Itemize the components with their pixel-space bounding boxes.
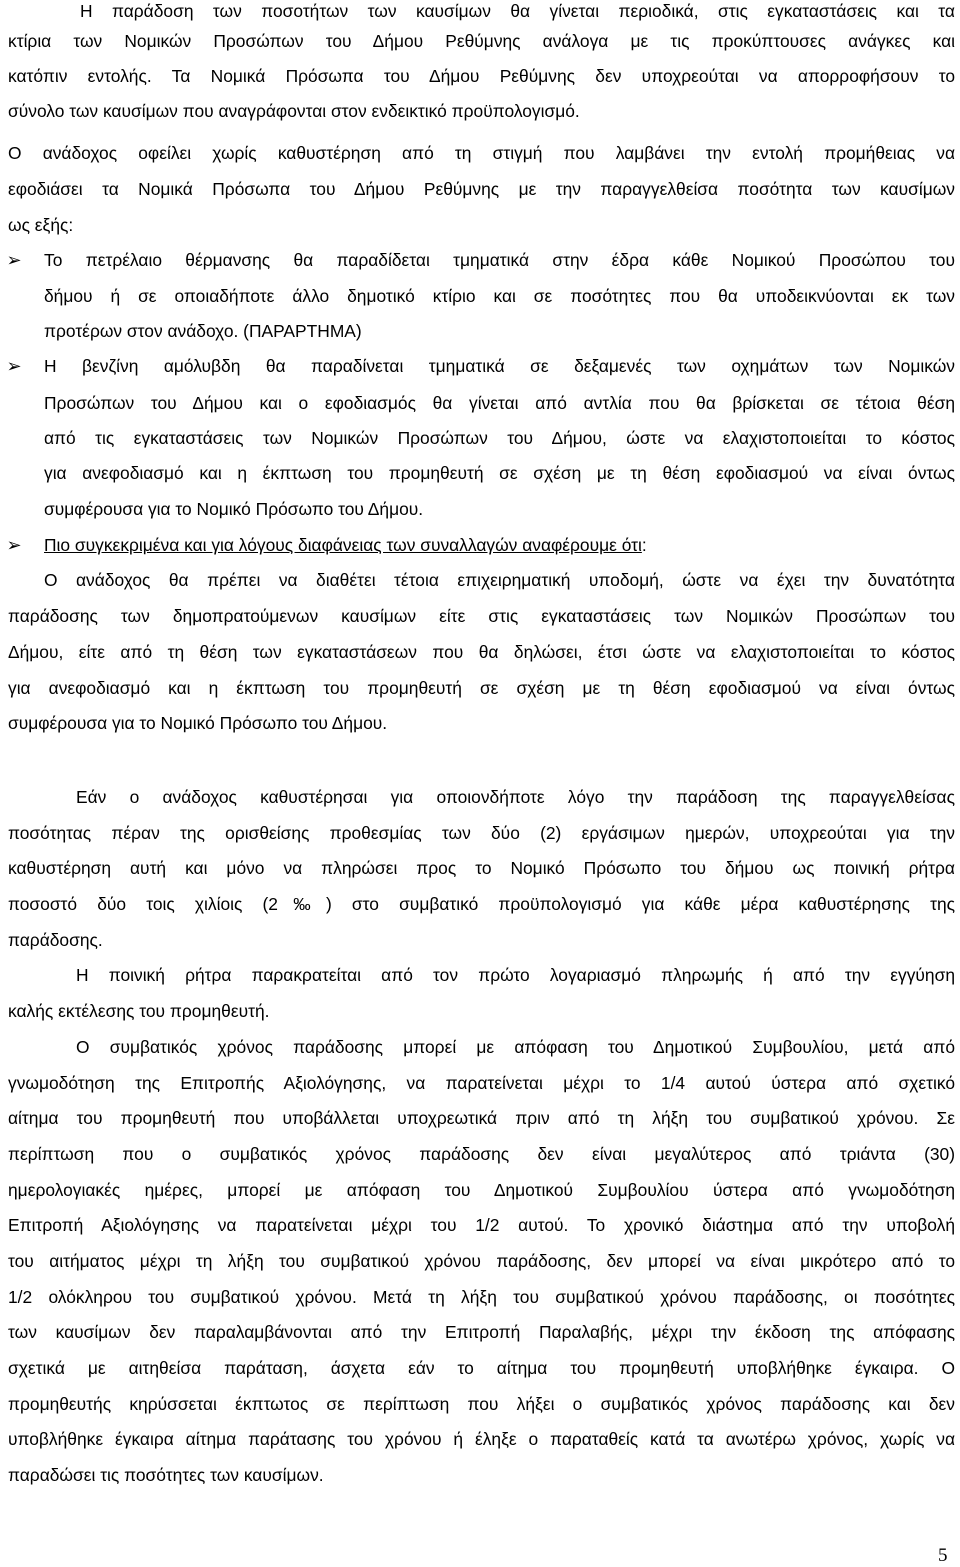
text-line: ως εξής: [8,215,74,235]
text-line: Ο ανάδοχος οφείλει χωρίς καθυστέρηση από τη στιγμή που λαμβάνει την εντολή προμήθειας να [8,143,955,163]
text-line: 1/2 ολόκληρου του συμβατικού χρόνου. Μετά τη λήξη του συμβατικού χρόνου παράδοσης, οι ποσότητες [8,1287,955,1307]
text-line: σχετικά με αιτηθείσα παράταση, άσχετα εάν το αίτημα του προμηθευτή υποβλήθηκε έγκαιρα. Ο [8,1358,955,1378]
text-line: αίτημα του προμηθευτή που υποβάλλεται υποχρεωτικά πριν από τη λήξη του συμβατικού χρόνου. Σε [8,1108,955,1128]
heading-colon: : [641,535,647,555]
text-line: από τις εγκαταστάσεις των Νομικών Προσώπων του Δήμου, ώστε να ελαχιστοποιείται το κόστος [44,428,955,448]
text-line: για ανεφοδιασμό και η έκπτωση του προμηθευτή σε σχέση με τη θέση εφοδιασμού να είναι όντως [44,463,955,483]
arrow-bullet-icon: ➢ [6,535,22,555]
text-line: παραδώσει τις ποσότητες των καυσίμων. [8,1465,324,1485]
text-line: Ο ανάδοχος θα πρέπει να διαθέτει τέτοια επιχειρηματική υποδομή, ώστε να έχει την δυνατότητα [44,570,955,590]
text-line: ποσότητας πέραν της ορισθείσης προθεσμίας των δύο (2) εργάσιμων ημερών, υποχρεούται για την [8,823,955,843]
text-line: ημερολογιακές ημέρες, μπορεί με απόφαση του Δημοτικού Συμβουλίου ύστερα από γνωμοδότηση [8,1180,955,1200]
text-line: σύνολο των καυσίμων που αναγράφονται στον ενδεικτικό προϋπολογισμό. [8,101,580,121]
text-line: κτίρια των Νομικών Προσώπων του Δήμου Ρεθύμνης ανάλογα με τις προκύπτουσες ανάγκες και [8,31,955,51]
text-line: υποβλήθηκε έγκαιρα αίτημα παράτασης του χρόνου ή έληξε ο παραταθείς κατά τα ανωτέρω χρόνος, χωρίς να [8,1429,955,1449]
text-line: του αιτήματος μέχρι τη λήξη του συμβατικού χρόνου παράδοσης, δεν μπορεί να είναι μικρότερο από το [8,1251,955,1271]
text-line: καθυστέρηση αυτή και μόνο να πληρώσει προς το Νομικό Πρόσωπο του δήμου ως ποινική ρήτρα [8,858,955,878]
underlined-heading-text: Πιο συγκεκριμένα και για λόγους διαφάνειας των συναλλαγών αναφέρουμε ότι [44,535,642,555]
text-line: δήμου ή σε οποιαδήποτε άλλο δημοτικό κτίριο και σε ποσότητες που θα υποδεικνύονται εκ των [44,286,955,306]
text-line: παράδοσης. [8,930,103,950]
text-line: προτέρων στον ανάδοχο. (ΠΑΡΑΡΤΗΜΑ) [44,321,362,341]
text-line: γνωμοδότηση της Επιτροπής Αξιολόγησης, να παρατείνεται μέχρι το 1/4 αυτού ύστερα από σχετικό [8,1073,955,1093]
text-line: Επιτροπή Αξιολόγησης να παρατείνεται μέχρι του 1/2 αυτού. Το χρονικό διάστημα από την υποβολή [8,1215,955,1235]
text-line: Η ποινική ρήτρα παρακρατείται από τον πρώτο λογαριασμό πληρωμής ή από την εγγύηση [76,965,955,985]
text-line: Δήμου, είτε από τη θέση των εγκαταστάσεων που θα δηλώσει, έτσι ώστε να ελαχιστοποιείται το κόστος [8,642,955,662]
arrow-bullet-icon: ➢ [6,356,22,376]
text-line: προμηθευτής κηρύσσεται έκπτωτος σε περίπτωση που λήξει ο συμβατικός χρόνος παράδοσης και δεν [8,1394,955,1414]
text-line: των καυσίμων δεν παραλαμβάνονται από την Επιτροπή Παραλαβής, μέχρι την έκδοση της απόφασης [8,1322,955,1342]
text-line: συμφέρουσα για το Νομικό Πρόσωπο του Δήμου. [44,499,424,519]
text-line: συμφέρουσα για το Νομικό Πρόσωπο του Δήμου. [8,713,388,733]
text-line: Εάν ο ανάδοχος καθυστέρησαι για οποιονδήποτε λόγο την παράδοση της παραγγελθείσας [76,787,955,807]
text-line: κατόπιν εντολής. Τα Νομικά Πρόσωπα του Δήμου Ρεθύμνης δεν υποχρεούται να απορροφήσουν το [8,66,955,86]
text-line: για ανεφοδιασμό και η έκπτωση του προμηθευτή σε σχέση με τη θέση εφοδιασμού να είναι όντως [8,678,955,698]
text-line: παράδοσης των δημοπρατούμενων καυσίμων είτε στις εγκαταστάσεις των Νομικών Προσώπων του [8,606,955,626]
bullet-heading [44,534,647,556]
text-line: Η βενζίνη αμόλυβδη θα παραδίνεται τμηματικά σε δεξαμενές των οχημάτων των Νομικών [44,356,955,376]
text-line: Η παράδοση των ποσοτήτων των καυσίμων θα γίνεται περιοδικά, στις εγκαταστάσεις και τα [80,1,955,21]
text-line: περίπτωση που ο συμβατικός χρόνος παράδοσης δεν είναι μεγαλύτερος από τριάντα (30) [8,1144,955,1164]
text-line: Το πετρέλαιο θέρμανσης θα παραδίδεται τμηματικά στην έδρα κάθε Νομικού Προσώπου του [44,250,955,270]
text-line: ποσοστό δύο τοις χιλίοις (2‰) στο συμβατικό προϋπολογισμό για κάθε μέρα καθυστέρησης της [8,894,955,914]
page-number: 5 [938,1545,948,1566]
text-line: εφοδιάσει τα Νομικά Πρόσωπα του Δήμου Ρεθύμνης με την παραγγελθείσα ποσότητα των καυσίμων [8,179,955,199]
arrow-bullet-icon: ➢ [6,250,22,270]
text-line: Προσώπων του Δήμου και ο εφοδιασμός θα γίνεται από αντλία που θα βρίσκεται σε τέτοια θέση [44,393,955,413]
text-line: Ο συμβατικός χρόνος παράδοσης μπορεί με απόφαση του Δημοτικού Συμβουλίου, μετά από [76,1037,955,1057]
text-line: καλής εκτέλεσης του προμηθευτή. [8,1001,270,1021]
